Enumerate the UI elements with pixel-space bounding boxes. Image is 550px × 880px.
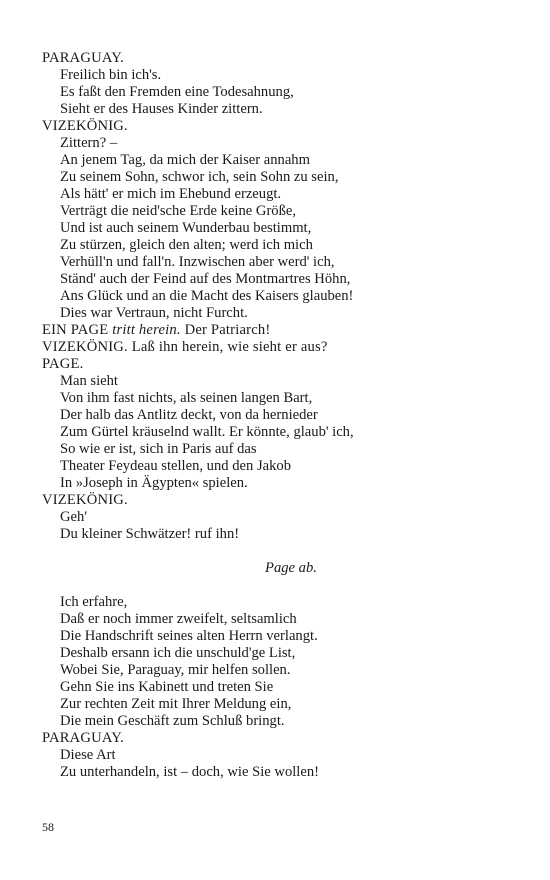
verse-line: Man sieht — [60, 373, 118, 389]
verse-line: An jenem Tag, da mich der Kaiser annahm — [60, 152, 310, 168]
verse-line: Diese Art — [60, 747, 116, 763]
verse-line: Die mein Geschäft zum Schluß bringt. — [60, 713, 285, 729]
verse-line: Daß er noch immer zweifelt, seltsamlich — [60, 611, 297, 627]
speaker-line: PAGE. — [42, 356, 84, 372]
verse-line: Theater Feydeau stellen, und den Jakob — [60, 458, 291, 474]
verse-line: Geh' — [60, 509, 87, 525]
speaker-line: PARAGUAY. — [42, 730, 124, 746]
speaker-line: VIZEKÖNIG. — [42, 492, 128, 508]
verse-line: So wie er ist, sich in Paris auf das — [60, 441, 257, 457]
verse-line: Verhüll'n und fall'n. Inzwischen aber werd' ich, — [60, 254, 335, 270]
verse-line: Wobei Sie, Paraguay, mir helfen sollen. — [60, 662, 291, 678]
verse-line: Zittern? – — [60, 135, 118, 151]
verse-line: Als hätt' er mich im Ehebund erzeugt. — [60, 186, 282, 202]
verse-line: Es faßt den Fremden eine Todesahnung, — [60, 84, 294, 100]
speaker-line: PARAGUAY. — [42, 50, 124, 66]
line-text: EIN PAGE — [42, 322, 113, 338]
verse-line: Zu seinem Sohn, schwor ich, sein Sohn zu sein, — [60, 169, 339, 185]
page-body — [42, 50, 522, 781]
speaker-line: VIZEKÖNIG. — [42, 118, 128, 134]
verse-line: Zu stürzen, gleich den alten; werd ich mich — [60, 237, 313, 253]
verse-line: Ich erfahre, — [60, 594, 128, 610]
verse-line: Der halb das Antlitz deckt, von da hernieder — [60, 407, 318, 423]
verse-line: Du kleiner Schwätzer! ruf ihn! — [60, 526, 240, 542]
verse-line: Deshalb ersann ich die unschuld'ge List, — [60, 645, 296, 661]
blank-line — [42, 577, 522, 594]
verse-line: Die Handschrift seines alten Herrn verlangt. — [60, 628, 318, 644]
blank-line — [42, 543, 522, 560]
inline-stage-direction: tritt herein. — [112, 322, 181, 338]
verse-line: Zu unterhandeln, ist – doch, wie Sie wollen! — [60, 764, 319, 780]
verse-line: Ständ' auch der Feind auf des Montmartres Höhn, — [60, 271, 351, 287]
verse-line: Verträgt die neid'sche Erde keine Größe, — [60, 203, 297, 219]
verse-line: Gehn Sie ins Kabinett und treten Sie — [60, 679, 274, 695]
verse-line: Von ihm fast nichts, als seinen langen Bart, — [60, 390, 313, 406]
verse-line: Zum Gürtel kräuselnd wallt. Er könnte, glaub' ich, — [60, 424, 354, 440]
page-number: 58 — [42, 820, 54, 834]
verse-line: Freilich bin ich's. — [60, 67, 162, 83]
verse-line: Ans Glück und an die Macht des Kaisers glauben! — [60, 288, 354, 304]
verse-line: In »Joseph in Ägypten« spielen. — [60, 475, 248, 491]
verse-line: Und ist auch seinem Wunderbau bestimmt, — [60, 220, 312, 236]
stage-direction: Page ab. — [265, 560, 317, 576]
speaker-line: VIZEKÖNIG. Laß ihn herein, wie sieht er aus? — [42, 339, 328, 355]
verse-line: Zur rechten Zeit mit Ihrer Meldung ein, — [60, 696, 292, 712]
verse-line: Dies war Vertraun, nicht Furcht. — [60, 305, 248, 321]
line-text: Der Patriarch! — [180, 322, 271, 338]
verse-line: Sieht er des Hauses Kinder zittern. — [60, 101, 263, 117]
speaker-line — [42, 322, 522, 339]
